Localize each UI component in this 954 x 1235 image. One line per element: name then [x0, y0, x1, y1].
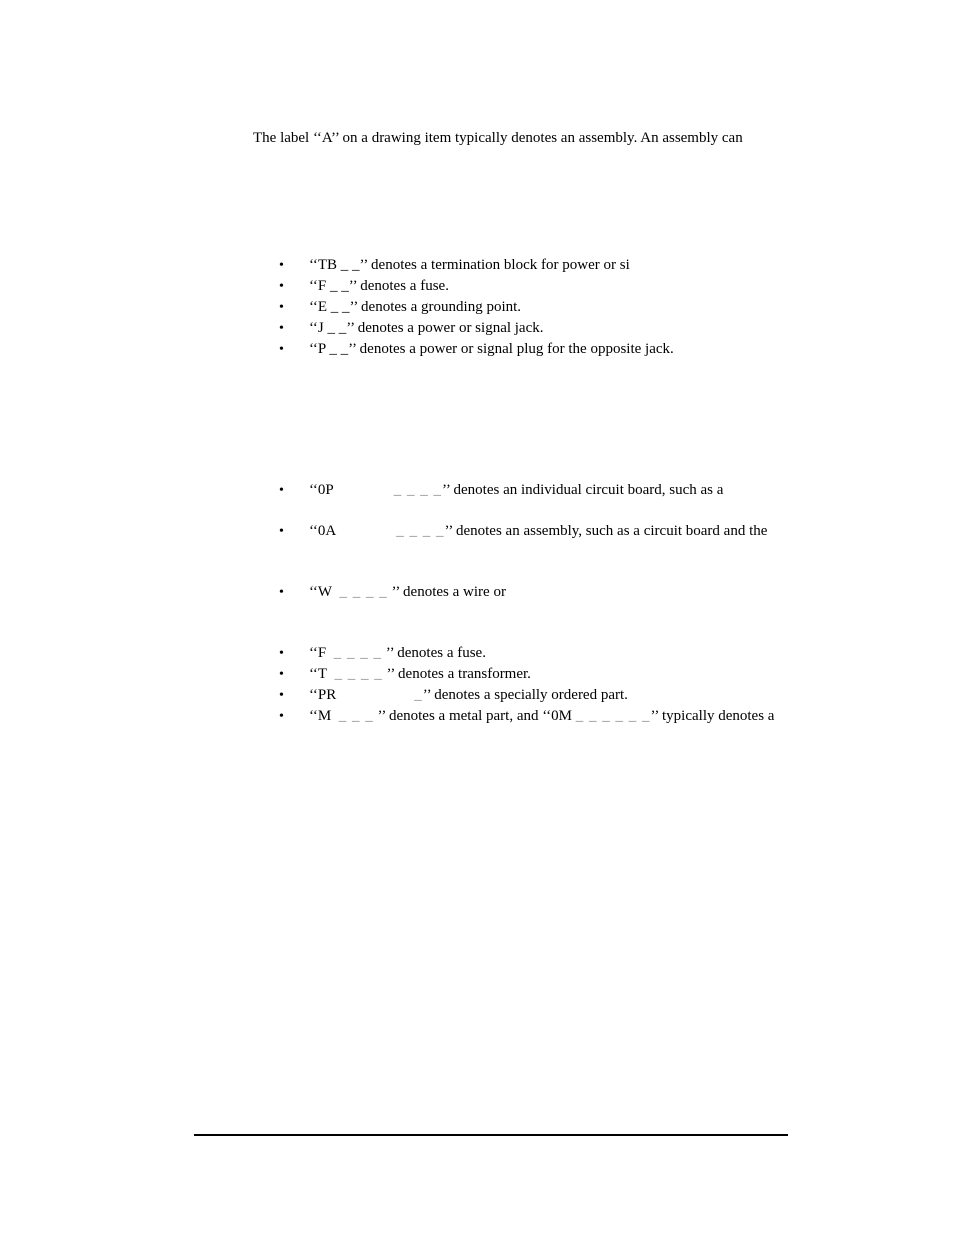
item-suffix: ’’ denotes a fuse. — [385, 645, 486, 661]
item-blank: _ _ _ _ — [393, 482, 442, 498]
item-prefix: ‘‘0P — [309, 482, 334, 498]
list-item-text: ‘‘E _ _’’ denotes a grounding point. — [309, 299, 522, 315]
item-suffix: ’’ denotes a transformer. — [386, 666, 531, 682]
list-item-text: ‘‘TB _ _’’ denotes a termination block for power or si — [309, 257, 630, 273]
item-prefix: ‘‘F — [309, 645, 327, 661]
list-item — [279, 582, 774, 603]
list-item — [279, 255, 674, 276]
item-suffix: ’’ denotes a specially ordered part. — [422, 687, 628, 703]
list-item-text: ‘‘F _ _’’ denotes a fuse. — [309, 278, 449, 294]
list-item — [279, 318, 674, 339]
list-item-text: ‘‘J _ _’’ denotes a power or signal jack. — [309, 320, 544, 336]
bullet-icon: • — [279, 646, 284, 661]
list-item — [279, 480, 774, 501]
item-prefix: ‘‘PR — [309, 687, 337, 703]
bullet-icon: • — [279, 585, 284, 600]
list-item — [279, 664, 774, 685]
item-prefix: ‘‘0A — [309, 523, 337, 539]
item-blank-2: _ _ _ _ _ _ — [575, 708, 651, 724]
bullet-icon: • — [279, 709, 284, 724]
item-blank: _ _ _ _ — [396, 523, 445, 539]
bullet-icon: • — [279, 279, 284, 294]
item-prefix: ‘‘T — [309, 666, 328, 682]
list-item — [279, 521, 774, 542]
item-blank: _ _ _ _ — [333, 645, 382, 661]
item-prefix: ‘‘W — [309, 584, 333, 600]
bullet-icon: • — [279, 321, 284, 336]
bullet-icon: • — [279, 667, 284, 682]
item-suffix-2: ’’ typically denotes a — [650, 708, 775, 724]
list-item — [279, 276, 674, 297]
item-blank: _ _ _ _ — [334, 666, 383, 682]
list-item-text: ‘‘P _ _’’ denotes a power or signal plug for the opposite jack. — [309, 341, 674, 357]
list-item — [279, 339, 674, 360]
item-suffix: ’’ denotes an assembly, such as a circuit board and the — [444, 523, 768, 539]
bullet-icon: • — [279, 483, 284, 498]
list-item — [279, 297, 674, 318]
bullet-icon: • — [279, 524, 284, 539]
part-number-list — [279, 480, 774, 727]
list-item — [279, 643, 774, 664]
bullet-icon: • — [279, 342, 284, 357]
item-prefix: ‘‘M — [309, 708, 332, 724]
item-suffix: ’’ denotes an individual circuit board, such as a — [441, 482, 724, 498]
list-item — [279, 685, 774, 706]
reference-designator-list — [279, 255, 674, 360]
item-suffix: ’’ denotes a wire or — [391, 584, 506, 600]
item-blank: _ _ _ — [338, 708, 374, 724]
bullet-icon: • — [279, 258, 284, 273]
list-item — [279, 706, 774, 727]
bullet-icon: • — [279, 300, 284, 315]
item-blank: _ — [414, 687, 423, 703]
item-suffix: ’’ denotes a metal part, and ‘‘0M — [377, 708, 572, 724]
footer-divider — [194, 1134, 788, 1136]
intro-paragraph: The label ‘‘A’’ on a drawing item typically denotes an assembly. An assembly can — [253, 130, 743, 146]
bullet-icon: • — [279, 688, 284, 703]
item-blank: _ _ _ _ — [339, 584, 388, 600]
